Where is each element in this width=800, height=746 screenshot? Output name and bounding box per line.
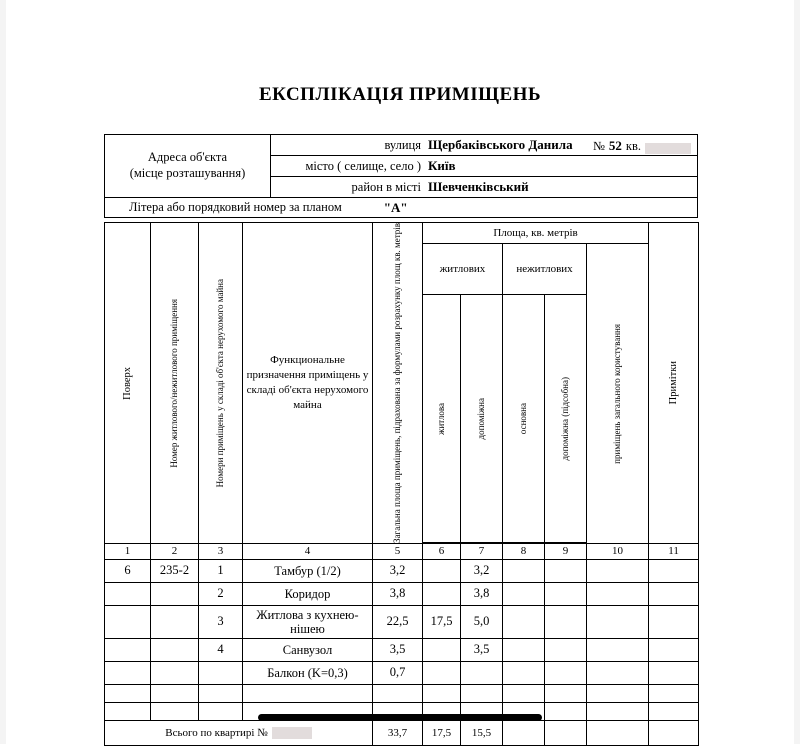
cell-common (587, 661, 649, 684)
total-total: 33,7 (373, 720, 423, 745)
total-main (503, 720, 545, 745)
cell-floor: 6 (105, 559, 151, 582)
th-main-area: основна (503, 294, 545, 542)
address-row-city (271, 156, 697, 177)
cell-function: Балкон (K=0,3) (243, 661, 373, 684)
th-living-area: житлова (423, 294, 461, 542)
cell-room: 2 (199, 582, 243, 605)
page-title: ЕКСПЛІКАЦІЯ ПРИМІЩЕНЬ (258, 84, 542, 105)
table-row (105, 638, 699, 661)
total-apartment-redaction (272, 727, 312, 739)
total-aux: 15,5 (461, 720, 503, 745)
city-label: місто ( селище, село ) (305, 159, 421, 173)
th-room-numbers: Номери приміщень у складі об'єкта нерухомого майна (199, 223, 243, 544)
cell-room (199, 702, 243, 720)
street-label: вулиця (384, 138, 421, 152)
cell-common (587, 605, 649, 638)
total-row (105, 720, 699, 745)
cell-function: Житлова з кухнею-нішею (243, 605, 373, 638)
left-margin-shade (0, 0, 6, 744)
table-row (105, 559, 699, 582)
address-values (271, 135, 697, 197)
total-notes (649, 720, 699, 745)
house-number-value: 52 (608, 138, 622, 153)
colnum-3: 3 (199, 543, 243, 559)
cell-living (423, 559, 461, 582)
th-floor: Поверх (105, 223, 151, 544)
cell-function: Тамбур (1/2) (243, 559, 373, 582)
cell-living (423, 661, 461, 684)
total-living: 17,5 (423, 720, 461, 745)
total-label: Всього по квартирі № (165, 726, 268, 739)
cell-aux: 3,8 (461, 582, 503, 605)
colnum-1: 1 (105, 543, 151, 559)
cell-notes (649, 559, 699, 582)
colnum-6: 6 (423, 543, 461, 559)
apartment-number-redaction (645, 143, 691, 154)
cell-room: 3 (199, 605, 243, 638)
cell-function: Санвузол (243, 638, 373, 661)
cell-living: 17,5 (423, 605, 461, 638)
colnum-2: 2 (151, 543, 199, 559)
th-aux-subsidiary-area: допоміжна (підсобна) (545, 294, 587, 542)
cell-aux2 (545, 638, 587, 661)
cell-aux2 (545, 605, 587, 638)
cell-room: 1 (199, 559, 243, 582)
cell-main (503, 582, 545, 605)
cell-main (503, 661, 545, 684)
table-row (105, 661, 699, 684)
cell-aux: 3,2 (461, 559, 503, 582)
cell-living (423, 684, 461, 702)
cell-main (503, 559, 545, 582)
cell-unit (151, 605, 199, 638)
cell-common (587, 702, 649, 720)
address-label-line1: Адреса об'єкта (147, 150, 228, 165)
cell-floor (105, 661, 151, 684)
right-margin-shade (794, 0, 800, 744)
cell-unit (151, 661, 199, 684)
cell-unit: 235-2 (151, 559, 199, 582)
th-function: Функциональне призначення приміщень у складі об'єкта нерухомого майна (243, 223, 373, 544)
cell-floor (105, 638, 151, 661)
cell-aux: 5,0 (461, 605, 503, 638)
street-value: Щербаківського Данила (428, 137, 573, 152)
cell-main (503, 605, 545, 638)
address-row-district (271, 177, 697, 197)
cell-aux2 (545, 559, 587, 582)
colnum-4: 4 (243, 543, 373, 559)
th-area-group: Площа, кв. метрів (423, 223, 649, 244)
table-head-group-row (105, 223, 699, 244)
cell-unit (151, 582, 199, 605)
district-label: район в місті (351, 180, 421, 194)
cell-notes (649, 684, 699, 702)
house-apartment-group (593, 138, 691, 154)
cell-living (423, 638, 461, 661)
cell-notes (649, 582, 699, 605)
cell-common (587, 559, 649, 582)
cell-common (587, 582, 649, 605)
cell-notes (649, 702, 699, 720)
address-label-line2: (місце розташування) (129, 166, 246, 180)
plan-letter-value: "А" (383, 199, 408, 215)
cell-floor (105, 605, 151, 638)
cell-notes (649, 605, 699, 638)
th-notes: Примітки (649, 223, 699, 544)
home-indicator-bar (258, 714, 542, 721)
total-aux2 (545, 720, 587, 745)
cell-unit (151, 638, 199, 661)
th-subgroup-nonliving: нежитлових (503, 244, 587, 295)
cell-aux2 (545, 661, 587, 684)
cell-notes (649, 638, 699, 661)
cell-notes (649, 661, 699, 684)
cell-aux2 (545, 684, 587, 702)
colnum-10: 10 (587, 543, 649, 559)
city-value: Київ (428, 158, 456, 173)
address-block (104, 134, 698, 198)
cell-unit (151, 684, 199, 702)
address-label (105, 135, 271, 197)
th-subgroup-living: житлових (423, 244, 503, 295)
th-total-area: Загальна площа приміщень, підрахована за формулами розрахунку площ кв. метрів (373, 223, 423, 544)
cell-main (503, 684, 545, 702)
cell-total: 3,8 (373, 582, 423, 605)
colnum-11: 11 (649, 543, 699, 559)
cell-common (587, 638, 649, 661)
colnum-7: 7 (461, 543, 503, 559)
district-value: Шевченківський (428, 179, 529, 194)
plan-letter-row (104, 198, 698, 218)
th-living-aux-area: допоміжна (461, 294, 503, 542)
colnum-8: 8 (503, 543, 545, 559)
cell-floor (105, 684, 151, 702)
cell-room (199, 684, 243, 702)
table-row (105, 684, 699, 702)
cell-function (243, 684, 373, 702)
cell-room (199, 661, 243, 684)
colnum-9: 9 (545, 543, 587, 559)
cell-main (503, 638, 545, 661)
cell-aux (461, 661, 503, 684)
cell-aux (461, 684, 503, 702)
address-row-street (271, 135, 697, 156)
table-row (105, 605, 699, 638)
cell-aux2 (545, 702, 587, 720)
cell-total (373, 684, 423, 702)
plan-letter-label: Літера або порядковий номер за планом (129, 200, 342, 214)
total-label-cell (105, 720, 373, 745)
cell-aux2 (545, 582, 587, 605)
colnum-5: 5 (373, 543, 423, 559)
column-number-row (105, 543, 699, 559)
cell-unit (151, 702, 199, 720)
cell-room: 4 (199, 638, 243, 661)
table-row (105, 582, 699, 605)
cell-total: 3,5 (373, 638, 423, 661)
cell-living (423, 582, 461, 605)
house-number-label: № (592, 139, 605, 153)
cell-total: 22,5 (373, 605, 423, 638)
cell-function: Коридор (243, 582, 373, 605)
cell-total: 0,7 (373, 661, 423, 684)
apartment-label: кв. (625, 139, 641, 153)
cell-aux: 3,5 (461, 638, 503, 661)
explication-table (104, 222, 699, 746)
cell-floor (105, 582, 151, 605)
cell-floor (105, 702, 151, 720)
cell-common (587, 684, 649, 702)
total-common (587, 720, 649, 745)
th-common-use: приміщень загального користування (587, 244, 649, 544)
cell-total: 3,2 (373, 559, 423, 582)
th-unit-number: Номер житлового/нежитлового приміщення (151, 223, 199, 544)
